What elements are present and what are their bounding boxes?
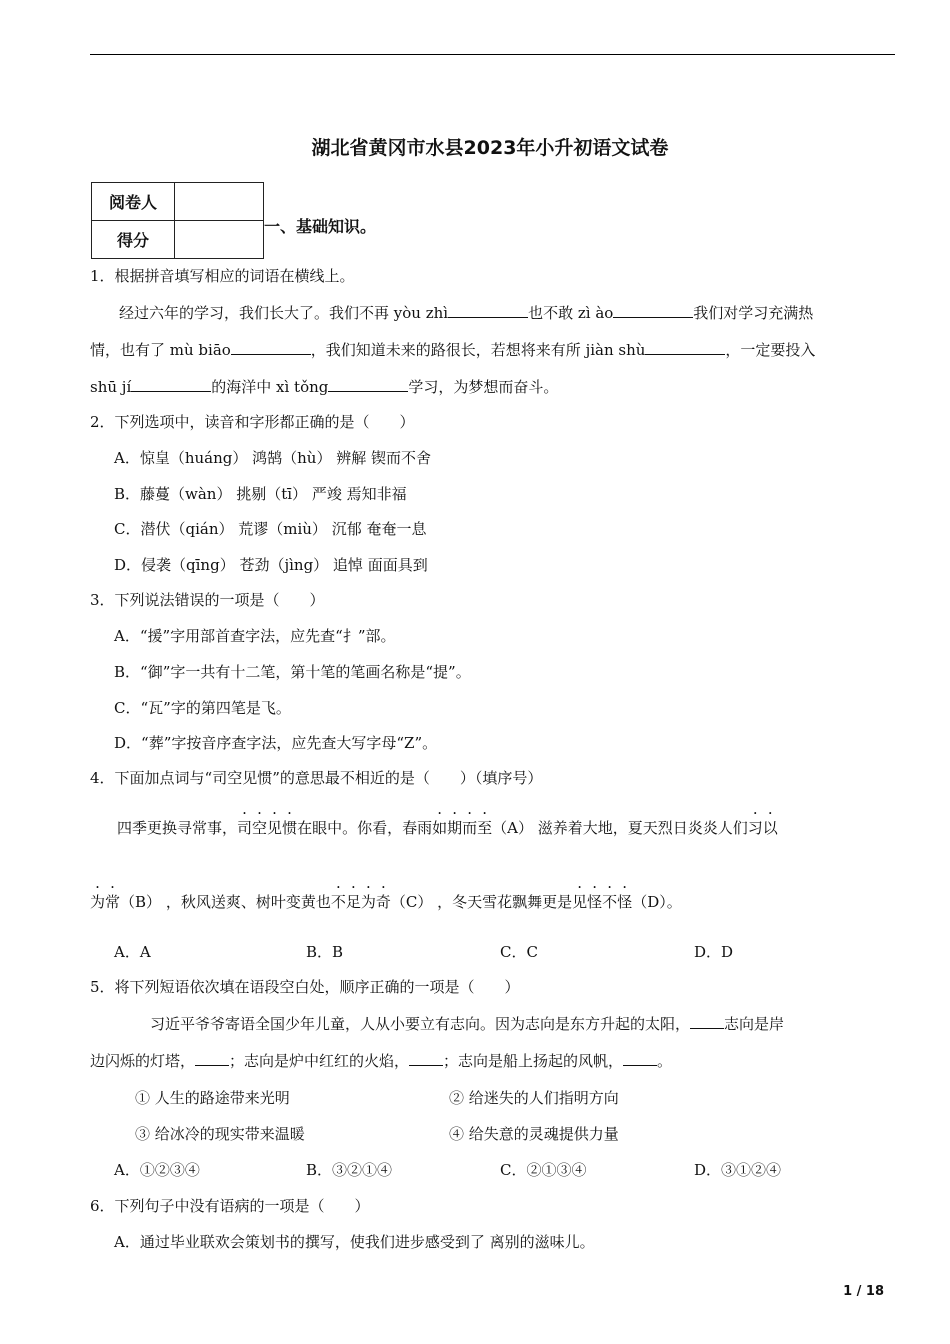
emphasis-char: 怪 bbox=[587, 893, 603, 911]
q4-option-d[interactable]: D．D bbox=[694, 943, 734, 961]
emphasis-char: 为 bbox=[90, 893, 106, 911]
q2-option-c[interactable]: C．潜伏（qián） 荒谬（miù） 沉郁 奄奄一息 bbox=[114, 520, 427, 538]
dotted-word-c bbox=[748, 819, 778, 837]
q5-text: 习近平爷爷寄语全国少年儿童，人从小要立有志向。因为志向是东方升起的太阳， bbox=[150, 1015, 691, 1033]
emphasis-char: 至 bbox=[477, 819, 493, 837]
score-cell[interactable] bbox=[175, 221, 264, 259]
q5-text: ；志向是船上扬起的风帆， bbox=[443, 1052, 624, 1070]
dotted-word-e bbox=[572, 893, 632, 911]
emphasis-char: 常 bbox=[105, 893, 121, 911]
q3-option-b[interactable]: B．“御”字一共有十二笔，第十笔的笔画名称是“提”。 bbox=[114, 663, 471, 681]
score-table bbox=[91, 182, 264, 259]
q1-line1 bbox=[119, 302, 813, 323]
q4-option-b[interactable]: B．B bbox=[306, 943, 344, 961]
q1-text: 情，也有了 mù biāo bbox=[90, 341, 231, 359]
q2-option-d[interactable]: D．侵袭（qīng） 苍劲（jìng） 追悼 面面具到 bbox=[114, 556, 428, 574]
emphasis-char: 空 bbox=[252, 819, 268, 837]
emphasis-char: 足 bbox=[345, 893, 361, 911]
q1-stem: 1．根据拼音填写相应的词语在横线上。 bbox=[90, 267, 355, 285]
q6-option-a[interactable]: A．通过毕业联欢会策划书的撰写，使我们进步感受到了 离别的滋味儿。 bbox=[114, 1233, 595, 1251]
q1-text: 我们对学习充满热 bbox=[693, 304, 814, 322]
q1-text: 学习，为梦想而奋斗。 bbox=[408, 378, 559, 396]
q1-line2 bbox=[90, 339, 815, 360]
answer-blank[interactable] bbox=[613, 302, 693, 318]
emphasis-char: 见 bbox=[572, 893, 588, 911]
q4-option-a[interactable]: A．A bbox=[114, 943, 151, 961]
q2-stem: 2．下列选项中，读音和字形都正确的是（ ） bbox=[90, 413, 415, 431]
dotted-word-b bbox=[432, 819, 492, 837]
q4-text: 四季更换寻常事， bbox=[117, 819, 238, 837]
emphasis-char: 不 bbox=[602, 893, 618, 911]
q1-text: 的海洋中 xì tǒng bbox=[211, 378, 329, 396]
q6-stem: 6．下列句子中没有语病的一项是（ ） bbox=[90, 1197, 370, 1215]
answer-blank[interactable] bbox=[448, 302, 528, 318]
emphasis-char: 奇 bbox=[375, 893, 391, 911]
emphasis-char: 怪 bbox=[617, 893, 633, 911]
reviewer-cell[interactable] bbox=[175, 183, 264, 221]
dotted-word-a bbox=[237, 819, 297, 837]
q5-option-a[interactable]: A．①②③④ bbox=[114, 1161, 200, 1179]
emphasis-char: 不 bbox=[330, 893, 346, 911]
q2-option-b[interactable]: B．藤蔓（wàn） 挑剔（tī） 严竣 焉知非福 bbox=[114, 485, 407, 503]
q3-option-d[interactable]: D．“葬”字按音序查字法，应先查大写字母“Z”。 bbox=[114, 734, 438, 752]
q5-line2 bbox=[90, 1050, 672, 1071]
q1-text: 经过六年的学习，我们长大了。我们不再 yòu zhì bbox=[119, 304, 449, 322]
q4-text: 在眼中。你看，春雨 bbox=[297, 819, 433, 837]
q4-option-c[interactable]: C．C bbox=[500, 943, 538, 961]
q4-text: （B） ，秋风送爽、树叶变黄也 bbox=[120, 893, 331, 911]
score-label: 得分 bbox=[92, 221, 175, 259]
reviewer-label: 阅卷人 bbox=[92, 183, 175, 221]
q5-text: 边闪烁的灯塔， bbox=[90, 1052, 196, 1070]
q5-line1 bbox=[150, 1013, 784, 1034]
answer-blank[interactable] bbox=[328, 376, 408, 392]
q5-item-2: ② 给迷失的人们指明方向 bbox=[449, 1089, 619, 1107]
answer-blank[interactable] bbox=[623, 1050, 657, 1066]
q3-option-a[interactable]: A．“援”字用部首查字法，应先查“扌”部。 bbox=[114, 627, 396, 645]
q4-text: （A） 滋养着大地，夏天烈日炎炎人们 bbox=[492, 819, 748, 837]
q5-option-b[interactable]: B．③②①④ bbox=[306, 1161, 393, 1179]
section-heading: 一、基础知识。 bbox=[264, 217, 377, 236]
emphasis-char: 而 bbox=[462, 819, 478, 837]
emphasis-char: 期 bbox=[447, 819, 463, 837]
q5-stem: 5．将下列短语依次填在语段空白处，顺序正确的一项是（ ） bbox=[90, 978, 520, 996]
q4-line2 bbox=[90, 891, 682, 912]
q1-text: shū jí bbox=[90, 378, 132, 396]
q5-text: 志向是岸 bbox=[724, 1015, 785, 1033]
q5-text: 。 bbox=[657, 1052, 673, 1070]
page-number: 1 / 18 bbox=[843, 1284, 884, 1299]
emphasis-char: 如 bbox=[432, 819, 448, 837]
q3-option-c[interactable]: C．“瓦”字的第四笔是飞。 bbox=[114, 699, 291, 717]
q5-item-4: ④ 给失意的灵魂提供力量 bbox=[449, 1125, 619, 1143]
emphasis-char: 习 bbox=[747, 819, 763, 837]
q4-text: （C） ，冬天雪花飘舞更是 bbox=[390, 893, 573, 911]
emphasis-char: 为 bbox=[360, 893, 376, 911]
q3-stem: 3．下列说法错误的一项是（ ） bbox=[90, 591, 325, 609]
answer-blank[interactable] bbox=[690, 1013, 724, 1029]
q5-item-3: ③ 给冰冷的现实带来温暖 bbox=[135, 1125, 305, 1143]
dotted-word-d bbox=[331, 893, 391, 911]
q4-text: （D）。 bbox=[632, 893, 682, 911]
q1-text: ，我们知道未来的路很长，若想将来有所 jiàn shù bbox=[310, 341, 646, 359]
answer-blank[interactable] bbox=[231, 339, 311, 355]
page-title: 湖北省黄冈市水县2023年小升初语文试卷 bbox=[311, 137, 669, 159]
answer-blank[interactable] bbox=[195, 1050, 229, 1066]
q5-option-c[interactable]: C．②①③④ bbox=[500, 1161, 587, 1179]
q5-item-1: ① 人生的路途带来光明 bbox=[135, 1089, 290, 1107]
q1-text: ，一定要投入 bbox=[725, 341, 816, 359]
emphasis-char: 见 bbox=[267, 819, 283, 837]
header-rule bbox=[90, 54, 895, 55]
dotted-word-c bbox=[90, 893, 120, 911]
q5-option-d[interactable]: D．③①②④ bbox=[694, 1161, 782, 1179]
q5-text: ；志向是炉中红红的火焰， bbox=[229, 1052, 410, 1070]
answer-blank[interactable] bbox=[645, 339, 725, 355]
q4-line1 bbox=[117, 817, 778, 838]
emphasis-char: 司 bbox=[237, 819, 253, 837]
q1-line3 bbox=[90, 376, 558, 397]
answer-blank[interactable] bbox=[131, 376, 211, 392]
q2-option-a[interactable]: A．惊皇（huáng） 鸿鹄（hù） 辨解 锲而不舍 bbox=[114, 449, 431, 467]
emphasis-char: 以 bbox=[762, 819, 778, 837]
answer-blank[interactable] bbox=[409, 1050, 443, 1066]
q4-stem: 4．下面加点词与“司空见惯”的意思最不相近的是（ ）（填序号） bbox=[90, 769, 543, 787]
q1-text: 也不敢 zì ào bbox=[528, 304, 614, 322]
emphasis-char: 惯 bbox=[282, 819, 298, 837]
